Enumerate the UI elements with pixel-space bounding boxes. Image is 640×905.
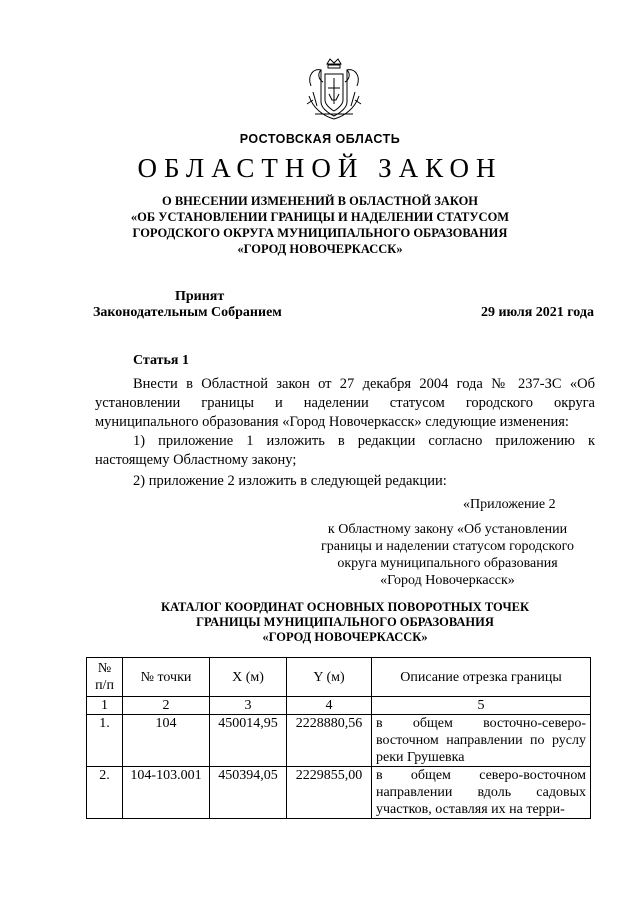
appendix-heading: «Приложение 2 bbox=[463, 497, 556, 512]
catalog-title-line: ГРАНИЦЫ МУНИЦИПАЛЬНОГО ОБРАЗОВАНИЯ bbox=[196, 615, 494, 629]
row-description: в общем северо-восточном направлении вдоль садовых участков, оставляя их на терри- bbox=[372, 767, 591, 819]
catalog-title bbox=[0, 600, 640, 645]
column-header-point: № точки bbox=[123, 658, 210, 697]
appendix-line: «Город Новочеркасск» bbox=[380, 573, 515, 588]
row-x: 450014,95 bbox=[210, 715, 287, 767]
column-header-x: X (м) bbox=[210, 658, 287, 697]
region-name: РОСТОВСКАЯ ОБЛАСТЬ bbox=[239, 132, 401, 146]
law-subtitle bbox=[0, 193, 640, 257]
article-paragraph: 1) приложение 1 изложить в редакции согласно приложению к настоящему Областному закону; bbox=[95, 433, 595, 468]
subtitle-line: «ОБ УСТАНОВЛЕНИИ ГРАНИЦЫ И НАДЕЛЕНИИ СТАТУСОМ bbox=[130, 210, 510, 224]
row-x: 450394,05 bbox=[210, 767, 287, 819]
column-number: 1 bbox=[87, 697, 123, 715]
adopted-label: Принят bbox=[175, 289, 225, 304]
appendix-line: к Областному закону «Об установлении bbox=[327, 522, 568, 537]
adopted-by-label: Законодательным Собранием bbox=[93, 305, 282, 320]
appendix-line: границы и наделении статусом городского bbox=[321, 539, 574, 554]
law-type-title: ОБЛАСТНОЙ ЗАКОН bbox=[137, 153, 503, 183]
column-number: 3 bbox=[210, 697, 287, 715]
column-header-number: № п/п bbox=[87, 658, 123, 697]
table-column-numbers-row bbox=[87, 697, 591, 715]
subtitle-line: «ГОРОД НОВОЧЕРКАССК» bbox=[237, 242, 403, 256]
article-paragraph: Внести в Областной закон от 27 декабря 2004 года № 237-ЗС «Об установлении границы и наделении статусом городского округа муниципального образования «Город Новочеркасск» следующие изменения: bbox=[95, 376, 595, 430]
row-description: в общем восточно-северо-восточном направлении по руслу реки Грушевка bbox=[372, 715, 591, 767]
table-header-row bbox=[87, 658, 591, 697]
article-paragraph: 2) приложение 2 изложить в следующей редакции: bbox=[133, 473, 447, 489]
catalog-title-line: «ГОРОД НОВОЧЕРКАССК» bbox=[262, 630, 428, 644]
appendix-line: округа муниципального образования bbox=[337, 556, 558, 571]
article-title: Статья 1 bbox=[133, 353, 189, 368]
column-number: 2 bbox=[123, 697, 210, 715]
row-point: 104-103.001 bbox=[123, 767, 210, 819]
catalog-title-line: КАТАЛОГ КООРДИНАТ ОСНОВНЫХ ПОВОРОТНЫХ ТОЧЕК bbox=[160, 600, 530, 614]
table-row bbox=[87, 715, 591, 767]
subtitle-line: О ВНЕСЕНИИ ИЗМЕНЕНИЙ В ОБЛАСТНОЙ ЗАКОН bbox=[161, 194, 479, 208]
appendix-reference bbox=[285, 496, 610, 589]
row-y: 2229855,00 bbox=[287, 767, 372, 819]
subtitle-line: ГОРОДСКОГО ОКРУГА МУНИЦИПАЛЬНОГО ОБРАЗОВАНИЯ bbox=[132, 226, 508, 240]
row-y: 2228880,56 bbox=[287, 715, 372, 767]
row-point: 104 bbox=[123, 715, 210, 767]
coat-of-arms-emblem bbox=[303, 56, 365, 122]
column-header-description: Описание отрезка границы bbox=[372, 658, 591, 697]
table-row bbox=[87, 767, 591, 819]
adoption-date: 29 июля 2021 года bbox=[480, 305, 594, 320]
column-header-y: Y (м) bbox=[287, 658, 372, 697]
column-number: 4 bbox=[287, 697, 372, 715]
row-number: 2. bbox=[87, 767, 123, 819]
row-number: 1. bbox=[87, 715, 123, 767]
column-number: 5 bbox=[372, 697, 591, 715]
coordinates-table bbox=[86, 657, 591, 819]
